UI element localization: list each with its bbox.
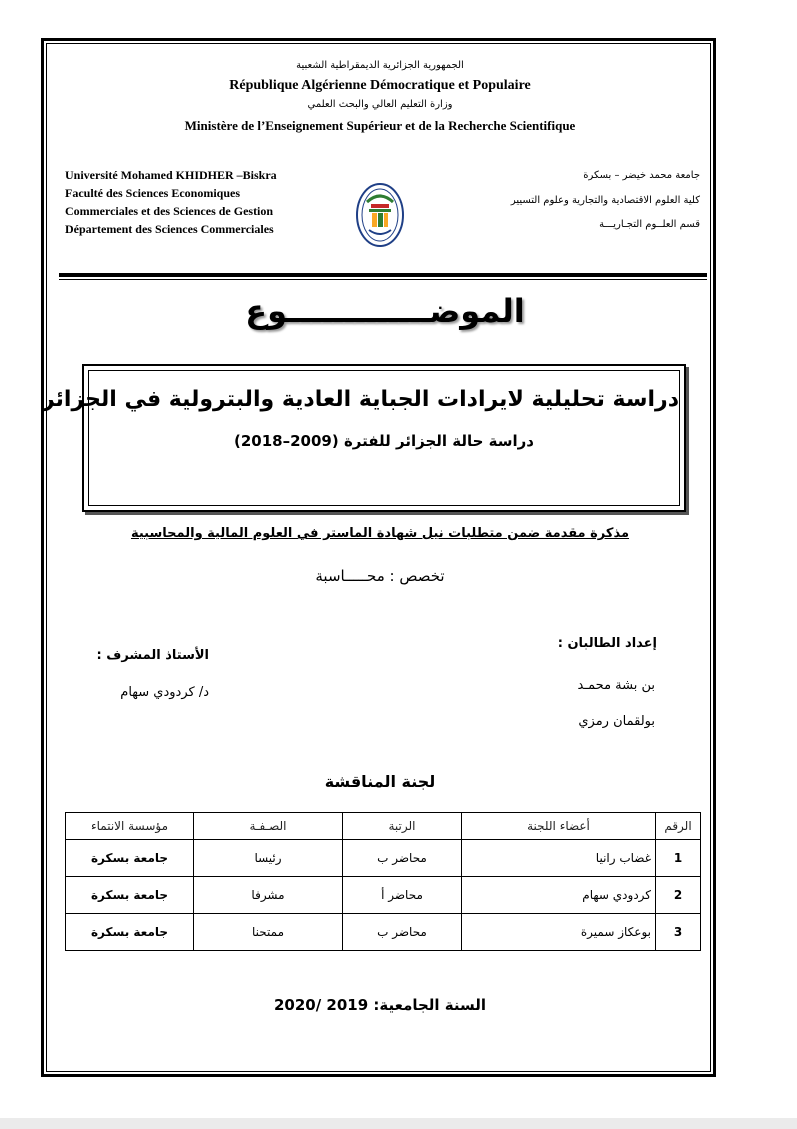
memo-statement: مذكرة مقدمة ضمن متطلبات نيل شهادة الماستر في العلوم المالية والمحاسبية <box>130 526 630 541</box>
university-fr: Université Mohamed KHIDHER –Biskra <box>65 168 277 182</box>
department-fr: Département des Sciences Commerciales <box>65 222 274 236</box>
row-role: مشرفا <box>194 877 343 914</box>
page-bottom-shadow <box>0 1118 797 1129</box>
table-row <box>66 877 701 914</box>
faculty-fr-line2: Commerciales et des Sciences de Gestion <box>65 204 274 218</box>
university-logo <box>355 182 405 248</box>
academic-year: السنة الجامعية: 2019 /2020 <box>273 996 487 1014</box>
table-row <box>66 840 701 877</box>
republic-ar: الجمهورية الجزائرية الديمقراطية الشعبية <box>296 60 464 71</box>
university-ar: جامعة محمد خيضر – بسكرة <box>583 170 700 181</box>
student-name-1: بن بشة محمـد <box>577 678 655 693</box>
column-header-role: الصـفـة <box>194 813 343 840</box>
subject-heading: الموضـــــــــــــوع <box>245 292 525 330</box>
row-role: رئيسا <box>194 840 343 877</box>
row-number: 1 <box>656 840 701 877</box>
row-institution: جامعة بسكرة <box>66 877 194 914</box>
row-number: 3 <box>656 914 701 951</box>
row-number: 2 <box>656 877 701 914</box>
students-label: إعداد الطالبان : <box>557 636 657 651</box>
committee-table <box>65 812 701 951</box>
row-rank: محاضر ب <box>343 840 462 877</box>
column-header-member: أعضاء اللجنة <box>462 813 656 840</box>
thesis-title: دراسة تحليلية لايرادات الجباية العادية والبترولية في الجزائر <box>41 387 679 412</box>
row-rank: محاضر أ <box>343 877 462 914</box>
specialization: تخصص : محـــــاسبة <box>315 567 445 585</box>
supervisor-label: الأستاذ المشرف : <box>96 648 209 663</box>
header-divider-thin <box>59 279 707 280</box>
column-header-number: الرقم <box>656 813 701 840</box>
table-row <box>66 914 701 951</box>
committee-header-row <box>66 813 701 840</box>
committee-heading: لجنة المناقشة <box>324 772 436 791</box>
row-role: ممتحنا <box>194 914 343 951</box>
student-name-2: بولقمان رمزي <box>578 714 655 729</box>
column-header-rank: الرتبة <box>343 813 462 840</box>
row-institution: جامعة بسكرة <box>66 914 194 951</box>
row-member: غضاب رانيا <box>462 840 656 877</box>
row-rank: محاضر ب <box>343 914 462 951</box>
column-header-institution: مؤسسة الانتماء <box>66 813 194 840</box>
row-member: كردودي سهام <box>462 877 656 914</box>
header-divider-thick <box>59 273 707 277</box>
thesis-subtitle: دراسة حالة الجزائر للفترة (2009–2018) <box>234 432 534 450</box>
faculty-ar: كلية العلوم الاقتصادية والتجارية وعلوم التسيير <box>510 195 700 206</box>
row-member: بوعكاز سميرة <box>462 914 656 951</box>
faculty-fr-line1: Faculté des Sciences Economiques <box>65 186 240 200</box>
republic-fr: République Algérienne Démocratique et Populaire <box>229 78 531 93</box>
department-ar: قسم العلــوم التجـاريـــة <box>599 219 700 230</box>
ministry-fr: Ministère de l’Enseignement Supérieur et de la Recherche Scientifique <box>184 118 576 133</box>
row-institution: جامعة بسكرة <box>66 840 194 877</box>
ministry-ar: وزارة التعليم العالي والبحث العلمي <box>307 99 453 110</box>
supervisor-name: د/ كردودي سهام <box>120 685 209 700</box>
